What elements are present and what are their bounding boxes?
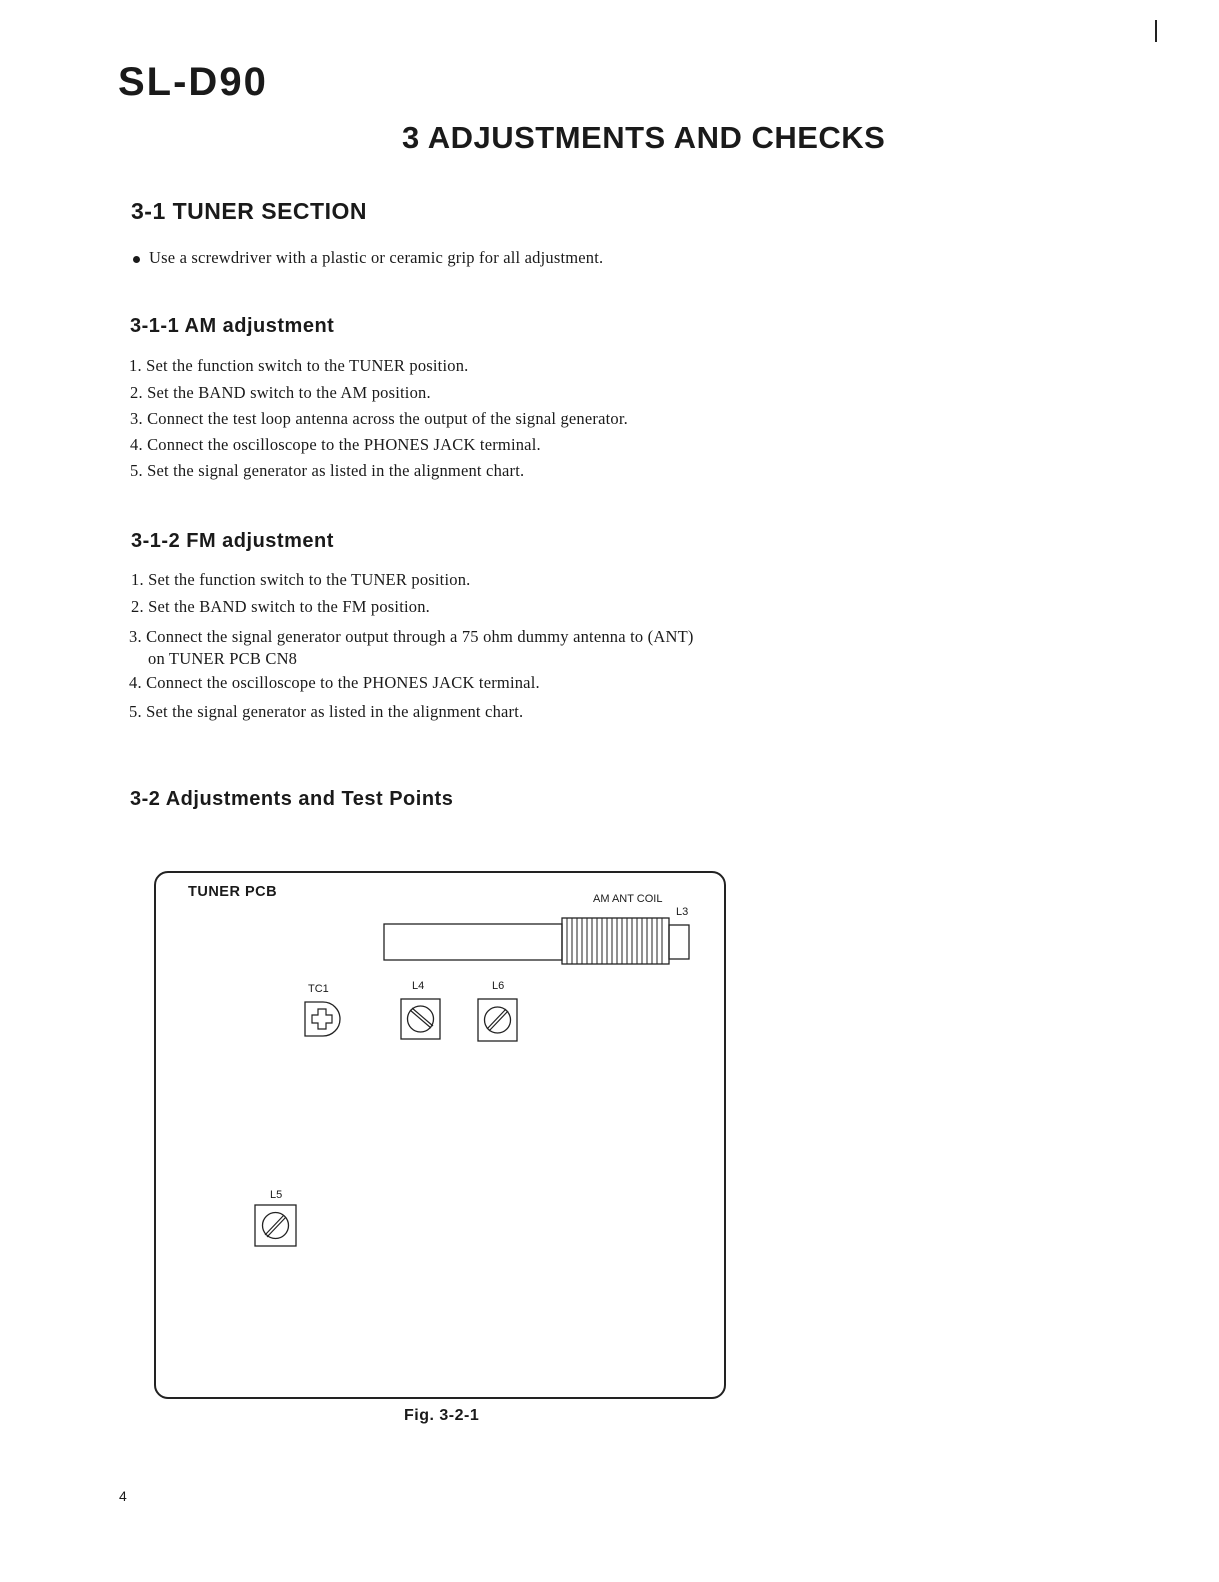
am-step: 3. Connect the test loop antenna across the output of the signal generator. [130,409,628,428]
fm-step: 2. Set the BAND switch to the FM position. [131,597,430,616]
am-step: 4. Connect the oscilloscope to the PHONES JACK terminal. [130,435,541,454]
l5-coil-icon [255,1205,296,1246]
l4-coil-icon [401,999,440,1039]
am-ant-coil-label: AM ANT COIL [593,893,663,905]
note-text: Use a screwdriver with a plastic or ceramic grip for all adjustment. [149,248,604,267]
am-adjustment-heading: 3-1-1 AM adjustment [130,315,335,337]
fm-step-continuation: on TUNER PCB CN8 [148,649,298,668]
figure-caption: Fig. 3-2-1 [404,1407,480,1424]
tuner-section-heading: 3-1 TUNER SECTION [131,198,367,224]
pcb-title: TUNER PCB [188,884,278,900]
am-step: 2. Set the BAND switch to the AM position. [130,383,431,402]
page-number: 4 [119,1488,127,1504]
l5-label: L5 [270,1189,283,1201]
am-step: 5. Set the signal generator as listed in the alignment chart. [130,461,525,480]
l6-coil-icon [478,999,517,1041]
fm-step: 1. Set the function switch to the TUNER position. [131,570,471,589]
am-step: 1. Set the function switch to the TUNER position. [129,356,469,375]
l4-label: L4 [412,980,425,992]
test-points-heading: 3-2 Adjustments and Test Points [130,788,454,810]
am-ant-coil-icon [384,918,689,964]
l6-label: L6 [492,980,505,992]
tc1-trimmer-icon [305,1002,340,1036]
fm-step: 3. Connect the signal generator output through a 75 ohm dummy antenna to (ANT) [129,627,694,646]
tc1-label: TC1 [308,983,329,995]
l3-label: L3 [676,906,689,918]
fm-step: 5. Set the signal generator as listed in the alignment chart. [129,702,524,721]
fm-adjustment-heading: 3-1-2 FM adjustment [131,530,334,552]
fm-step: 4. Connect the oscilloscope to the PHONES JACK terminal. [129,673,540,692]
model-title: SL-D90 [118,60,268,104]
chapter-title: 3 ADJUSTMENTS AND CHECKS [402,120,886,155]
